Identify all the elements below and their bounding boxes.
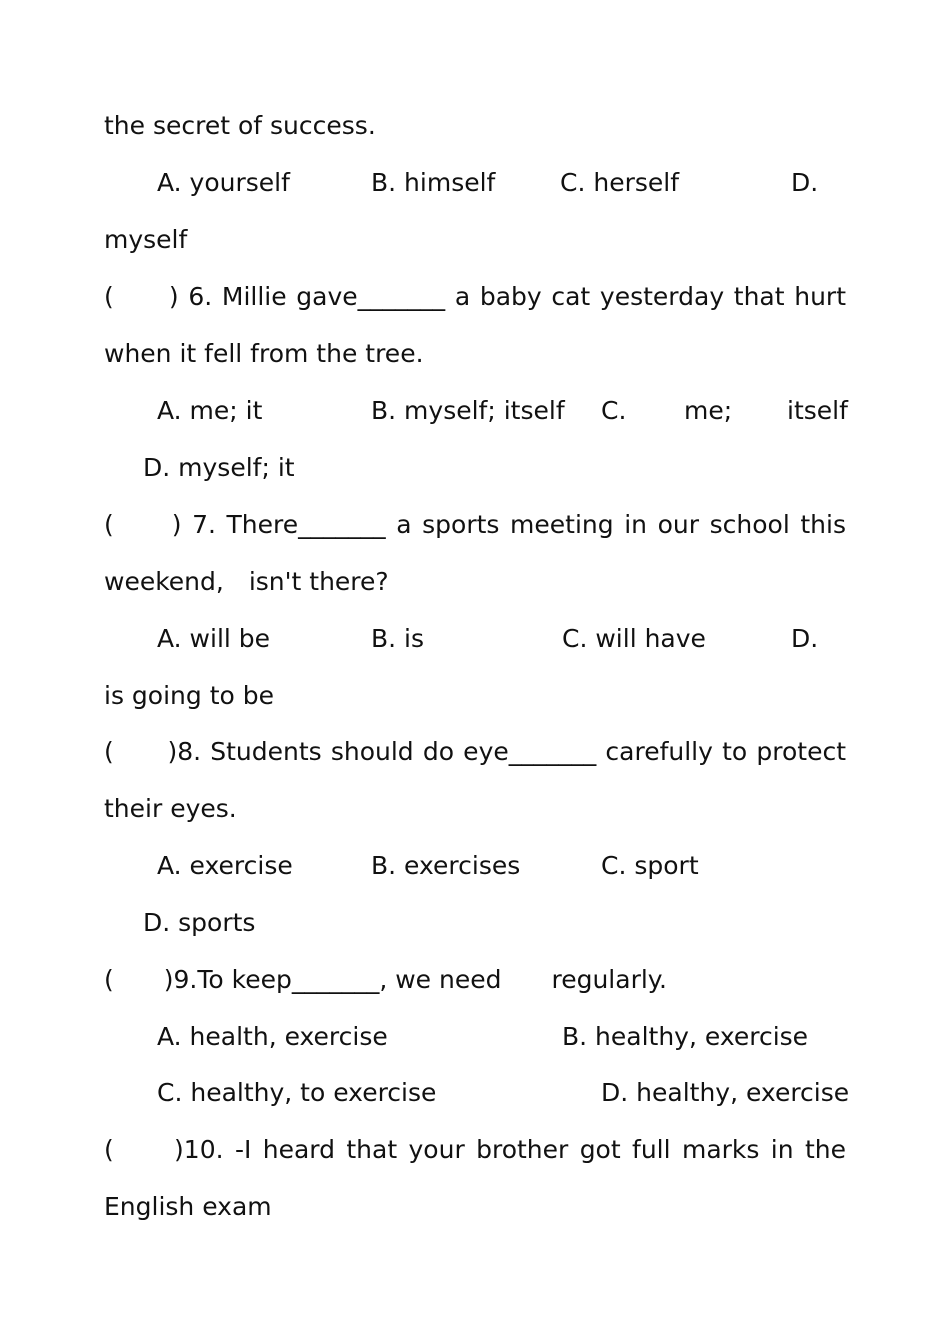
option-d: D. xyxy=(791,168,819,197)
option-a: A. will be xyxy=(157,624,271,653)
option-c: C. healthy, to exercise xyxy=(157,1078,437,1107)
question-10-continuation: English exam xyxy=(104,1192,272,1221)
option-b: B. himself xyxy=(371,168,496,197)
question-8-continuation: their eyes. xyxy=(104,794,237,823)
question-8-stem: ( )8. Students should do eye_______ carefully to protect xyxy=(104,737,846,766)
option-a: A. health, exercise xyxy=(157,1022,388,1051)
text-line: the secret of success. xyxy=(104,111,376,140)
option-d: D. sports xyxy=(143,908,256,937)
option-c: C. xyxy=(601,396,627,425)
option-d: D. xyxy=(791,624,819,653)
option-c-text: me; xyxy=(684,396,733,425)
question-10-stem: ( )10. -I heard that your brother got full marks in the xyxy=(104,1135,846,1164)
option-c: C. herself xyxy=(560,168,680,197)
question-7-stem: ( ) 7. There_______ a sports meeting in our school this xyxy=(104,510,846,539)
question-6-continuation: when it fell from the tree. xyxy=(104,339,424,368)
option-a: A. me; it xyxy=(157,396,263,425)
text-line: myself xyxy=(104,225,188,254)
question-9-stem: ( )9.To keep_______, we need regularly. xyxy=(104,965,667,994)
question-7-continuation: weekend, isn't there? xyxy=(104,567,389,596)
option-c: C. will have xyxy=(562,624,706,653)
option-c-text: itself xyxy=(787,396,848,425)
option-c: C. sport xyxy=(601,851,699,880)
option-d-continuation: is going to be xyxy=(104,681,274,710)
option-b: B. healthy, exercise xyxy=(562,1022,809,1051)
question-6-stem: ( ) 6. Millie gave_______ a baby cat yesterday that hurt xyxy=(104,282,846,311)
option-a: A. yourself xyxy=(157,168,290,197)
option-d: D. myself; it xyxy=(143,453,295,482)
option-b: B. myself; itself xyxy=(371,396,565,425)
option-b: B. is xyxy=(371,624,425,653)
option-d: D. healthy, exercise xyxy=(601,1078,850,1107)
option-a: A. exercise xyxy=(157,851,293,880)
option-b: B. exercises xyxy=(371,851,521,880)
